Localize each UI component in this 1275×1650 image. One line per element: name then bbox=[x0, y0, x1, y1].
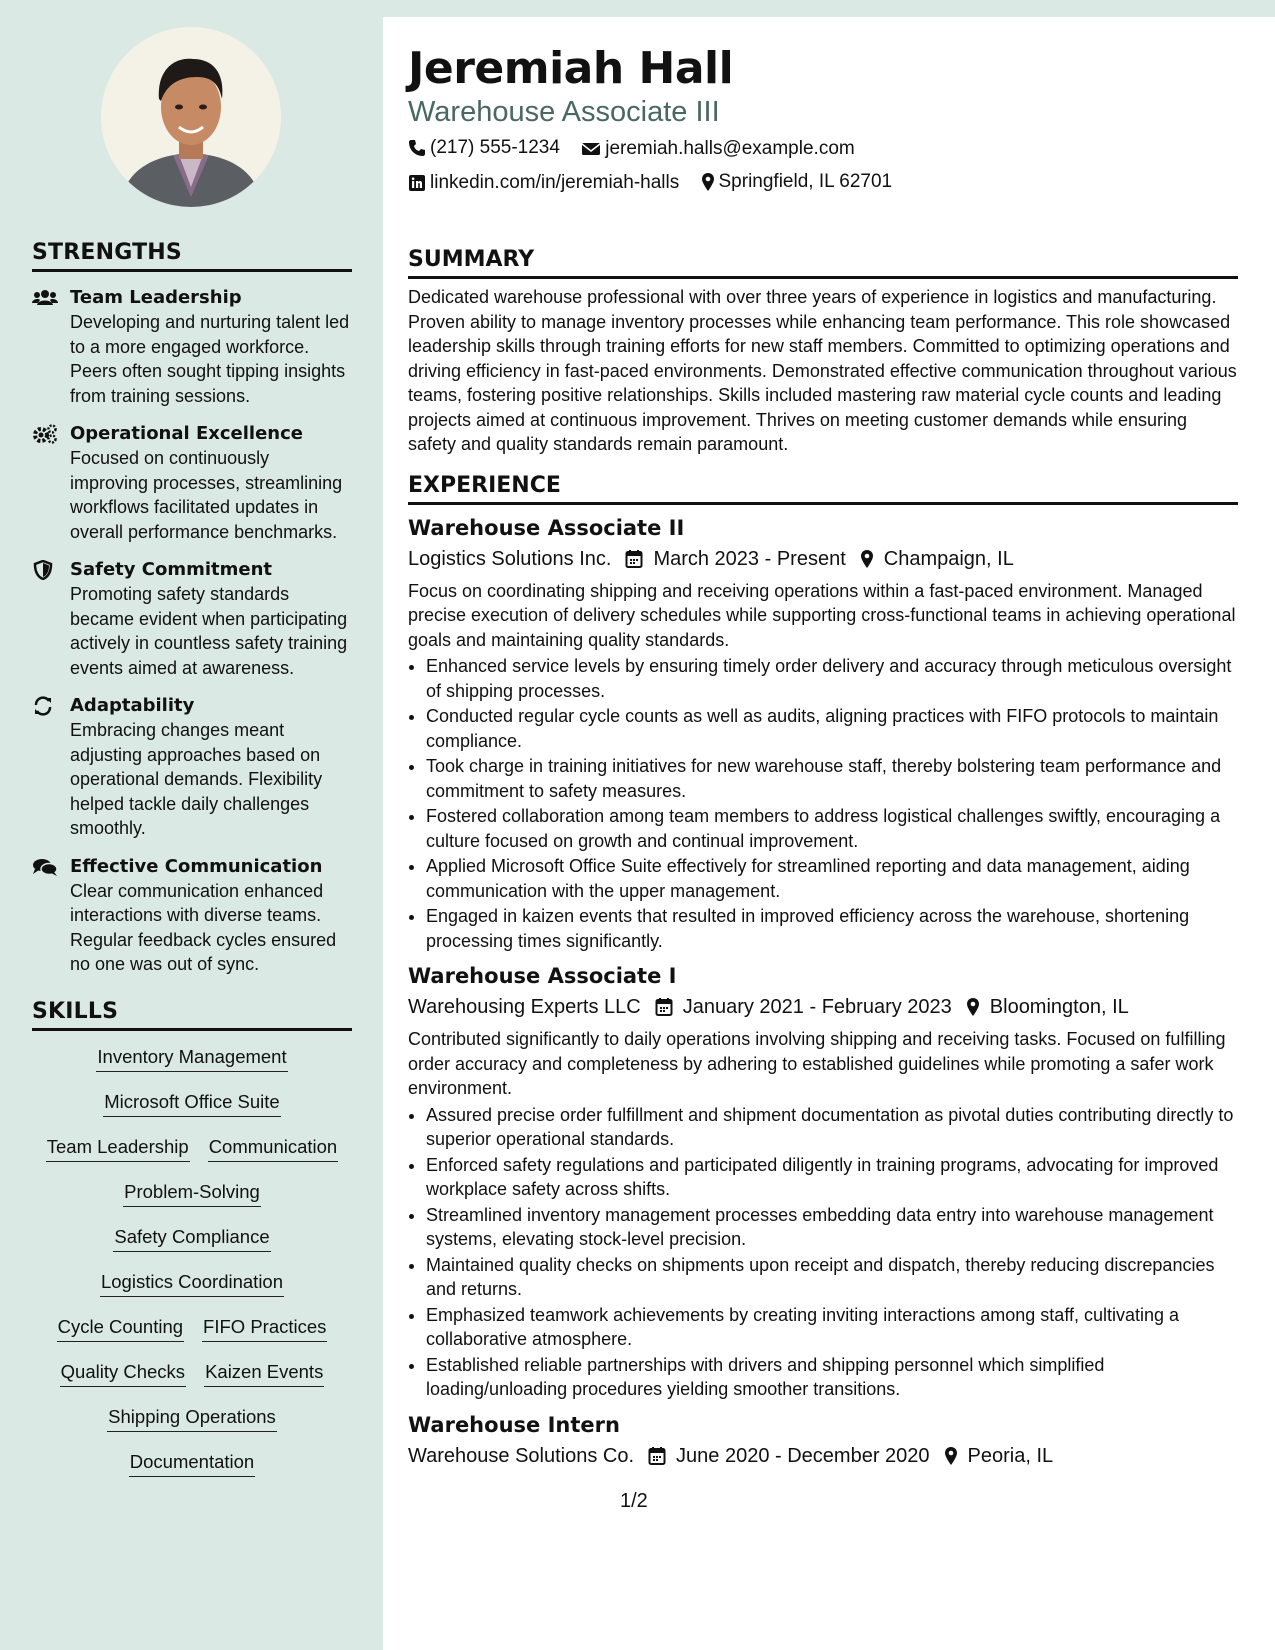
job-company: Warehousing Experts LLC bbox=[408, 996, 641, 1018]
job-bullet: • Assured precise order fulfillment and shipment documentation as pivotal duties contributing directly to superior operational standards. bbox=[426, 1103, 1238, 1152]
phone-text: (217) 555-1234 bbox=[430, 137, 560, 158]
phone-icon bbox=[408, 139, 426, 157]
job-bullets bbox=[408, 1103, 1238, 1402]
strength-description: Clear communication enhanced interactions with diverse teams. Regular feedback cycles ensured no one was out of sync. bbox=[70, 880, 337, 974]
page-indicator: 1/2 bbox=[620, 1490, 648, 1512]
contact-location bbox=[701, 168, 893, 196]
job-bullet: • Applied Microsoft Office Suite effectively for streamlined reporting and data management, aiding communication with the upper management. bbox=[426, 854, 1238, 903]
sidebar-content bbox=[32, 240, 352, 1495]
strength-title: Effective Communication bbox=[70, 855, 323, 877]
job-bullet: • Engaged in kaizen events that resulted in improved efficiency across the warehouse, shortening processing times significantly. bbox=[426, 904, 1238, 953]
skill-tag: Quality Checks bbox=[60, 1360, 186, 1387]
summary-heading: SUMMARY bbox=[408, 247, 1238, 279]
skill-row bbox=[32, 1090, 352, 1135]
skill-tag: Microsoft Office Suite bbox=[103, 1090, 280, 1117]
job-bullet: • Took charge in training initiatives for new warehouse staff, thereby bolstering team performance and commitment to safety measures. bbox=[426, 754, 1238, 803]
portrait-illustration bbox=[101, 27, 281, 207]
job-dates bbox=[655, 993, 952, 1021]
job-bullet: • Enforced safety regulations and participated diligently in training programs, advocating for improved workplace safety across shifts. bbox=[426, 1153, 1238, 1202]
skill-tag: FIFO Practices bbox=[202, 1315, 327, 1342]
candidate-name: Jeremiah Hall bbox=[408, 43, 734, 94]
calendar-icon bbox=[648, 1446, 666, 1466]
strength-item bbox=[32, 558, 352, 680]
skill-row bbox=[32, 1270, 352, 1315]
job-entry bbox=[408, 963, 1238, 1402]
skill-tag: Communication bbox=[208, 1135, 339, 1162]
job-dates-text: March 2023 - Present bbox=[653, 547, 846, 570]
map-pin-icon bbox=[944, 1446, 958, 1466]
skill-tag: Documentation bbox=[129, 1450, 255, 1477]
shield-icon bbox=[32, 560, 58, 580]
job-dates-text: June 2020 - December 2020 bbox=[676, 1444, 930, 1467]
refresh-icon bbox=[32, 696, 58, 716]
users-icon bbox=[32, 288, 58, 308]
job-bullets bbox=[408, 654, 1238, 953]
skill-tag: Cycle Counting bbox=[57, 1315, 184, 1342]
job-location bbox=[860, 545, 1014, 573]
job-location bbox=[966, 993, 1129, 1021]
contact-linkedin[interactable] bbox=[408, 169, 679, 197]
skills-heading: SKILLS bbox=[32, 999, 352, 1031]
linkedin-text: linkedin.com/in/jeremiah-halls bbox=[430, 172, 680, 193]
skill-tag: Problem-Solving bbox=[123, 1180, 261, 1207]
strength-title: Safety Commitment bbox=[70, 559, 272, 580]
location-text: Springfield, IL 62701 bbox=[718, 171, 893, 192]
job-bullet: • Streamlined inventory management processes embedding data entry into warehouse management systems, elevating stock-level precision. bbox=[426, 1203, 1238, 1252]
skill-row bbox=[32, 1360, 352, 1405]
job-company: Logistics Solutions Inc. bbox=[408, 547, 612, 570]
email-text: jeremiah.halls@example.com bbox=[605, 138, 855, 159]
experience-heading: EXPERIENCE bbox=[408, 473, 1238, 505]
job-meta bbox=[408, 545, 1238, 573]
skill-row bbox=[32, 1135, 352, 1180]
skill-tag: Shipping Operations bbox=[107, 1405, 277, 1432]
skill-row bbox=[32, 1180, 352, 1225]
strength-description: Promoting safety standards became evident when participating actively in countless safety training events aimed at awareness. bbox=[70, 584, 348, 678]
strengths-heading: STRENGTHS bbox=[32, 240, 352, 272]
map-pin-icon bbox=[860, 549, 874, 569]
skills-list bbox=[32, 1045, 352, 1495]
job-entry bbox=[408, 515, 1238, 954]
skill-tag: Logistics Coordination bbox=[100, 1270, 284, 1297]
job-meta bbox=[408, 1442, 1238, 1470]
skill-row bbox=[32, 1315, 352, 1360]
strength-item bbox=[32, 286, 352, 408]
contact-phone[interactable] bbox=[408, 134, 560, 162]
job-bullet: • Enhanced service levels by ensuring timely order delivery and accuracy through meticulous oversight of shipping processes. bbox=[426, 654, 1238, 703]
skill-row bbox=[32, 1045, 352, 1090]
job-dates-text: January 2021 - February 2023 bbox=[682, 996, 952, 1018]
skill-tag: Safety Compliance bbox=[113, 1225, 270, 1252]
skill-row bbox=[32, 1225, 352, 1270]
job-description: Focus on coordinating shipping and receiving operations within a fast-paced environment. Managed precise execution of delivery schedules while supporting cross-functional teams in achieving operational goals and maintaining quality standards. bbox=[408, 580, 1236, 650]
skill-row bbox=[32, 1405, 352, 1450]
calendar-icon bbox=[655, 997, 673, 1017]
skill-tag: Kaizen Events bbox=[204, 1360, 324, 1387]
summary-text: Dedicated warehouse professional with over three years of experience in logistics and manufacturing. Proven ability to manage inventory processes while enhancing team performance. This role showcased leadership skills through training efforts for new staff members. Committed to optimizing operations and driving efficiency in fast-paced environments. Demonstrated effective communication throughout various teams, fostering positive relationships. Skills included mastering raw material cycle counts and leading projects aimed at continuous improvement. Thrives on meeting customer demands while ensuring safety and quality standards remain paramount. bbox=[408, 287, 1237, 454]
strength-title: Team Leadership bbox=[70, 287, 242, 308]
main-inner bbox=[408, 17, 1238, 1470]
avatar bbox=[101, 27, 281, 207]
job-bullet: • Maintained quality checks on shipments upon receipt and dispatch, thereby reducing discrepancies and returns. bbox=[426, 1253, 1238, 1302]
strength-title: Adaptability bbox=[70, 695, 195, 716]
strength-description: Embracing changes meant adjusting approaches based on operational demands. Flexibility helped tackle daily challenges smoothly. bbox=[70, 720, 323, 838]
job-bullet: • Emphasized teamwork achievements by creating inviting interactions among staff, cultivating a collaborative atmosphere. bbox=[426, 1303, 1238, 1352]
job-title: Warehouse Associate I bbox=[408, 964, 677, 988]
comments-icon bbox=[32, 857, 58, 877]
job-entry bbox=[408, 1412, 1238, 1470]
job-description: Contributed significantly to daily operations involving shipping and receiving tasks. Focused on fulfilling order accuracy and completeness by adhering to established guidelines while promoting a safer work environment. bbox=[408, 1029, 1226, 1098]
skill-tag: Inventory Management bbox=[96, 1045, 287, 1072]
candidate-title: Warehouse Associate III bbox=[408, 96, 720, 128]
experience-section bbox=[408, 473, 1238, 1470]
job-meta bbox=[408, 993, 1238, 1021]
job-dates bbox=[625, 545, 845, 573]
contact-email[interactable] bbox=[581, 135, 855, 163]
summary-section bbox=[408, 247, 1238, 457]
job-bullet: • Fostered collaboration among team members to address logistical challenges swiftly, encouraging a culture focused on growth and continual improvement. bbox=[426, 804, 1238, 853]
contact-info bbox=[408, 134, 1238, 201]
job-company: Warehouse Solutions Co. bbox=[408, 1444, 635, 1467]
job-location bbox=[944, 1442, 1054, 1470]
job-location-text: Peoria, IL bbox=[967, 1444, 1054, 1467]
job-location-text: Bloomington, IL bbox=[989, 996, 1129, 1018]
calendar-icon bbox=[625, 549, 643, 569]
envelope-icon bbox=[581, 141, 601, 157]
job-location-text: Champaign, IL bbox=[883, 547, 1014, 570]
job-bullet: • Conducted regular cycle counts as well as audits, aligning practices with FIFO protocols to maintain compliance. bbox=[426, 704, 1238, 753]
strength-description: Focused on continuously improving processes, streamlining workflows facilitated updates in overall performance benchmarks. bbox=[70, 448, 343, 542]
map-pin-icon bbox=[966, 997, 980, 1017]
skill-tag: Team Leadership bbox=[46, 1135, 190, 1162]
skill-row bbox=[32, 1450, 352, 1495]
map-pin-icon bbox=[701, 172, 715, 192]
gears-icon bbox=[32, 424, 58, 444]
strength-item bbox=[32, 422, 352, 544]
job-title: Warehouse Intern bbox=[408, 1412, 620, 1437]
strength-item bbox=[32, 855, 352, 977]
strength-description: Developing and nurturing talent led to a more engaged workforce. Peers often sought tipping insights from training sessions. bbox=[70, 312, 350, 406]
strength-title: Operational Excellence bbox=[70, 423, 303, 444]
job-dates bbox=[648, 1442, 930, 1470]
job-bullet: • Established reliable partnerships with drivers and shipping personnel which simplified loading/unloading procedures yielding smoother transitions. bbox=[426, 1353, 1238, 1402]
job-title: Warehouse Associate II bbox=[408, 515, 685, 540]
linkedin-icon bbox=[408, 174, 426, 192]
strength-item bbox=[32, 694, 352, 841]
